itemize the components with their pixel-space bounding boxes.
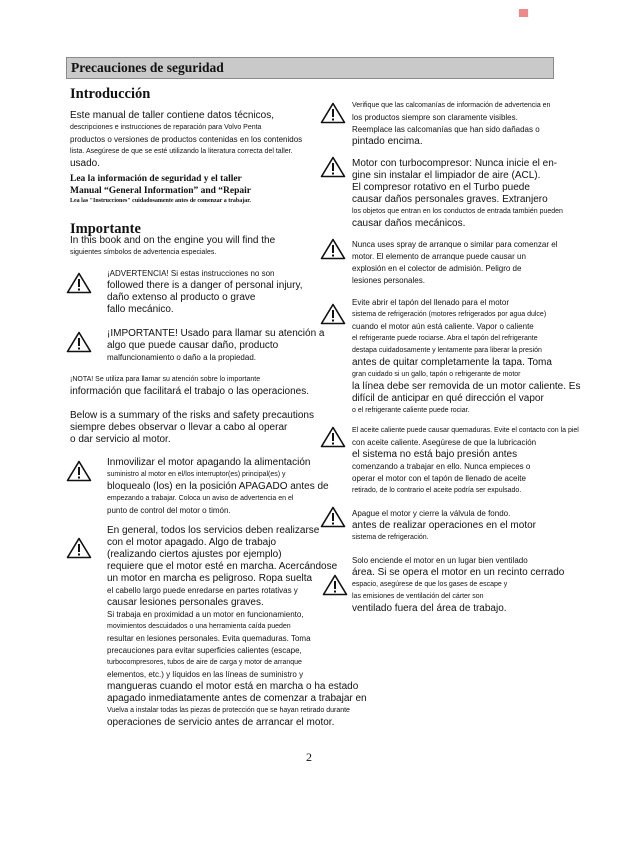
text-line: turbocompresores, tubos de aire de carga y motor de arranque <box>107 659 302 666</box>
warning-icon <box>320 102 346 124</box>
importante-text <box>107 328 325 364</box>
text-line: un motor en marcha es peligroso. Ropa suelta <box>107 573 313 584</box>
text-line: operaciones de servicio antes de arrancar el motor. <box>107 717 335 728</box>
text-line: los objetos que entran en los conductos de entrada también pueden <box>352 208 563 215</box>
text-line: Reemplace las calcomanías que han sido dañadas o <box>352 125 540 134</box>
text-line: Below is a summary of the risks and safety precautions <box>70 410 314 421</box>
text-line: descripciones e instrucciones de reparación para Volvo Penta <box>70 124 262 131</box>
importante-paragraph <box>70 235 275 259</box>
intro-paragraph <box>70 110 302 170</box>
aceite-text <box>352 425 579 497</box>
text-line: Evite abrir el tapón del llenado para el motor <box>352 298 509 307</box>
text-line: requiere que el motor esté en marcha. Acercándose <box>107 561 338 572</box>
text-line: empezando a trabajar. Coloca un aviso de advertencia en el <box>107 495 294 502</box>
nota-text <box>70 374 309 398</box>
warning-icon <box>66 537 92 559</box>
warning-icon <box>320 426 346 448</box>
text-line: los productos siempre son claramente visibles. <box>352 113 518 122</box>
text-line: punto de control del motor o timón. <box>107 506 231 515</box>
text-line: In this book and on the engine you will find the <box>70 235 276 246</box>
text-line: el cabello largo puede enredarse en partes rotativas y <box>107 586 298 595</box>
text-line: lista. Asegúrese de que se esté utilizando la literatura correcta del taller. <box>70 148 293 155</box>
text-line: con el motor apagado. Algo de trabajo <box>107 537 277 548</box>
text-line: ¡ADVERTENCIA! Si estas instrucciones no son <box>107 269 275 278</box>
tapon-text <box>352 297 580 417</box>
text-line: las emisiones de ventilación del cárter son <box>352 593 484 600</box>
general-service-text <box>107 525 367 729</box>
text-line: sistema de refrigeración (motores refrigerados por agua dulce) <box>352 311 547 318</box>
text-line: difícil de anticipar en qué dirección el vapor <box>352 393 544 404</box>
text-line: resultar en lesiones personales. Evita quemaduras. Toma <box>107 634 311 643</box>
text-line: Vuelva a instalar todas las piezas de protección que se hayan retirado durante <box>107 707 350 714</box>
text-line: operar el motor con el tapón de llenado de aceite <box>352 474 526 483</box>
text-line: Lea las "Instrucciones" cuidadosamente antes de comenzar a trabajar. <box>70 198 251 204</box>
text-line: antes de realizar operaciones en el motor <box>352 520 536 531</box>
text-line: ventilado fuera del área de trabajo. <box>352 603 507 614</box>
text-line: ¡NOTA! Se utiliza para llamar su atención sobre lo importante <box>70 376 261 383</box>
text-line: Motor con turbocompresor: Nunca inicie el en- <box>352 158 558 169</box>
text-line: mangueras cuando el motor está en marcha o ha estado <box>107 681 359 692</box>
text-line: El compresor rotativo en el Turbo puede <box>352 182 530 193</box>
text-line: espacio, asegúrese de que los gases de escape y <box>352 581 508 588</box>
section-title: Precauciones de seguridad <box>71 60 224 75</box>
text-line: causar daños personales graves. Extranjero <box>352 194 548 205</box>
warning-icon <box>66 460 92 482</box>
text-line: motor. El elemento de arranque puede causar un <box>352 252 526 261</box>
text-line: suministro al motor en el/los interruptor(es) principal(es) y <box>107 471 286 478</box>
text-line: El aceite caliente puede causar quemaduras. Evite el contacto con la piel <box>352 427 579 434</box>
text-line: Solo enciende el motor en un lugar bien ventilado <box>352 556 528 565</box>
text-line: apagado inmediatamente antes de comenzar a trabajar en <box>107 693 367 704</box>
text-line: el refrigerante puede rociarse. Abra el tapón del refrigerante <box>352 335 538 342</box>
text-line: precauciones para evitar superficies calientes (escape, <box>107 646 302 655</box>
text-line: followed there is a danger of personal injury, <box>107 280 303 291</box>
text-line: Lea la información de seguridad y el taller <box>70 174 242 184</box>
text-line: la línea debe ser removida de un motor caliente. Es <box>352 381 581 392</box>
text-line: información que facilitará el trabajo o las operaciones. <box>70 386 310 397</box>
text-line: elementos, etc.) y líquidos en las líneas de suministro y <box>107 670 304 679</box>
text-line: causar daños mecánicos. <box>352 218 466 229</box>
text-line: Manual “General Information” and “Repair <box>70 186 252 196</box>
text-line: retirado, de lo contrario el aceite podría ser expulsado. <box>352 487 522 494</box>
advertencia-text <box>107 268 302 316</box>
text-line: Si trabaja en proximidad a un motor en funcionamiento, <box>107 610 304 619</box>
text-line: malfuncionamiento o daño a la propiedad. <box>107 353 256 362</box>
intro-bold-note <box>70 174 251 210</box>
text-line: fallo mecánico. <box>107 304 174 315</box>
text-line: o el refrigerante caliente puede rociar. <box>352 407 470 414</box>
text-line: algo que puede causar daño, producto <box>107 340 279 351</box>
warning-icon <box>320 156 346 178</box>
turbo-text <box>352 158 563 230</box>
summary-text <box>70 410 314 446</box>
text-line: área. Si se opera el motor en un recinto cerrado <box>352 567 565 578</box>
text-line: gran cuidado si un gallo, tapón o refrigerante de motor <box>352 371 521 378</box>
text-line: Nunca uses spray de arranque o similar para comenzar el <box>352 240 558 249</box>
warning-icon <box>66 331 92 353</box>
text-line: lesiones personales. <box>352 276 425 285</box>
text-line: con aceite caliente. Asegúrese de que la lubricación <box>352 438 537 447</box>
text-line: productos o versiones de productos contenidas en los contenidos <box>70 135 303 144</box>
text-line: gine sin instalar el limpiador de aire (ACL). <box>352 170 541 181</box>
text-line: usado. <box>70 158 101 169</box>
inmovilizar-text <box>107 457 329 517</box>
text-line: antes de quitar completamente la tapa. Toma <box>352 357 552 368</box>
warning-icon <box>320 303 346 325</box>
text-line: ¡IMPORTANTE! Usado para llamar su atención a <box>107 328 325 339</box>
warning-icon <box>320 238 346 260</box>
text-line: daño extenso al producto o grave <box>107 292 256 303</box>
intro-heading: Introducción <box>70 86 151 102</box>
spray-text <box>352 239 557 287</box>
text-line: siempre debes observar o llevar a cabo al operar <box>70 422 288 433</box>
text-line: destapa cuidadosamente y lentamente para liberar la presión <box>352 347 542 354</box>
text-line: cuando el motor aún está caliente. Vapor o caliente <box>352 322 534 331</box>
text-line: En general, todos los servicios deben realizarse <box>107 525 320 536</box>
text-line: o dar servicio al motor. <box>70 434 171 445</box>
corner-mark <box>519 9 528 17</box>
section-title-bar <box>66 57 554 79</box>
text-line: Este manual de taller contiene datos técnicos, <box>70 110 275 121</box>
calcomanias-text <box>352 100 550 148</box>
valvula-text <box>352 508 536 544</box>
warning-icon <box>66 272 92 294</box>
text-line: (realizando ciertos ajustes por ejemplo) <box>107 549 282 560</box>
text-line: bloquealo (los) en la posición APAGADO antes de <box>107 481 329 492</box>
text-line: pintado encima. <box>352 136 423 147</box>
text-line: el sistema no está bajo presión antes <box>352 449 518 460</box>
text-line: movimientos descuidados o una herramienta caída pueden <box>107 623 291 630</box>
text-line: Verifique que las calcomanías de información de advertencia en <box>352 102 551 109</box>
text-line: Inmovilizar el motor apagando la alimentación <box>107 457 311 468</box>
importante-heading: Importante <box>70 221 141 237</box>
text-line: comenzando a trabajar en ello. Nunca empieces o <box>352 462 531 471</box>
text-line: sistema de refrigeración. <box>352 534 429 541</box>
text-line: siguientes símbolos de advertencia especiales. <box>70 249 217 256</box>
text-line: causar lesiones personales graves. <box>107 597 264 608</box>
page-number: 2 <box>306 750 312 764</box>
ventilado-text <box>352 555 564 615</box>
text-line: Apague el motor y cierre la válvula de fondo. <box>352 509 511 518</box>
text-line: explosión en el colector de admisión. Peligro de <box>352 264 522 273</box>
